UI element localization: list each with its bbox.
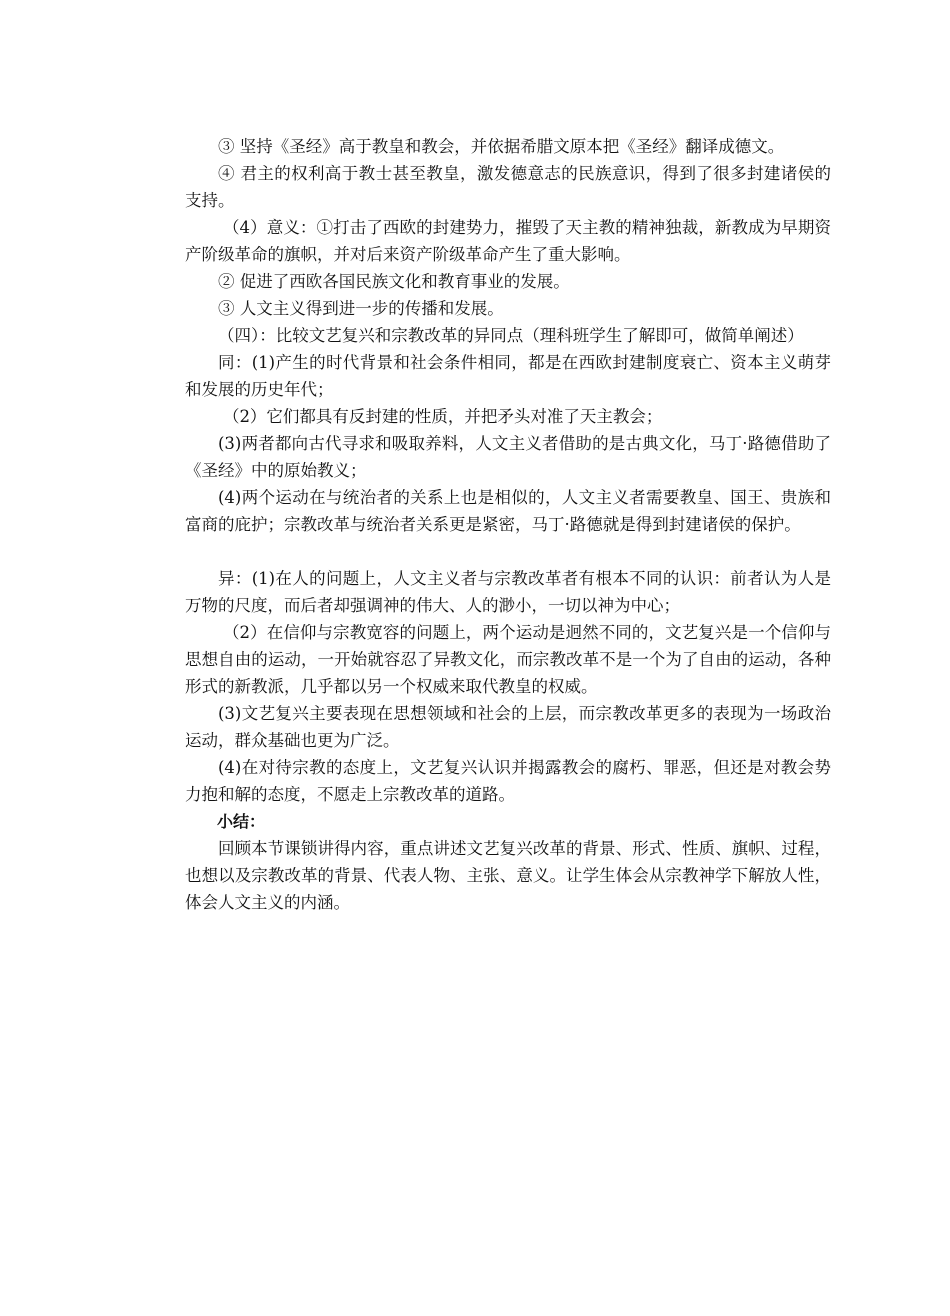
summary-paragraph: 回顾本节课锁讲得内容，重点讲述文艺复兴改革的背景、形式、性质、旗帜、过程，也想以及宗教改革的背景、代表人物、主张、意义。让学生体会从宗教神学下解放人性，体会人文主义的内涵。 [185,839,831,912]
blank-line [185,538,831,565]
paragraph-significance-2: ② 促进了西欧各国民族文化和教育事业的发展。 [218,272,570,291]
paragraph-similarity-1: 同：(1)产生的时代背景和社会条件相同，都是在西欧封建制度衰亡、资本主义萌芽和发展的历史年代； [185,353,831,399]
paragraph-similarity-2: （2）它们都具有反封建的性质，并把矛头对准了天主教会； [222,407,663,426]
paragraph-significance: （4）意义：①打击了西欧的封建势力，摧毁了天主教的精神独裁，新教成为早期资产阶级革命的旗帜，并对后来资产阶级革命产生了重大影响。 [185,218,831,264]
paragraph-difference-3: (3)文艺复兴主要表现在思想领域和社会的上层，而宗教改革更多的表现为一场政治运动，群众基础也更为广泛。 [185,704,831,750]
section-heading-comparison: （四）：比较文艺复兴和宗教改革的异同点（理科班学生了解即可，做简单阐述） [218,326,804,345]
paragraph-point-4-monarch: ④ 君主的权利高于教士甚至教皇，激发德意志的民族意识，得到了很多封建诸侯的支持。 [185,164,831,210]
paragraph-difference-4: (4)在对待宗教的态度上，文艺复兴认识并揭露教会的腐朽、罪恶，但还是对教会势力抱和解的态度，不愿走上宗教改革的道路。 [185,758,831,804]
paragraph-difference-1: 异：(1)在人的问题上，人文主义者与宗教改革者有根本不同的认识：前者认为人是万物的尺度，而后者却强调神的伟大、人的渺小，一切以神为中心； [185,569,831,615]
paragraph-significance-3: ③ 人文主义得到进一步的传播和发展。 [218,299,504,318]
document-body [185,133,831,916]
paragraph-similarity-3: (3)两者都向古代寻求和吸取养料，人文主义者借助的是古典文化，马丁·路德借助了《圣经》中的原始教义； [185,434,831,480]
paragraph-point-3-bible: ③ 坚持《圣经》高于教皇和教会，并依据希腊文原本把《圣经》翻译成德文。 [218,137,785,156]
paragraph-similarity-4: (4)两个运动在与统治者的关系上也是相似的，人文主义者需要教皇、国王、贵族和富商的庇护；宗教改革与统治者关系更是紧密，马丁·路德就是得到封建诸侯的保护。 [185,488,831,534]
paragraph-difference-2: （2）在信仰与宗教宽容的问题上，两个运动是迥然不同的，文艺复兴是一个信仰与思想自由的运动，一开始就容忍了异教文化，而宗教改革不是一个为了自由的运动，各种形式的新教派，几乎都以另一个权威来取代教皇的权威。 [185,623,831,696]
summary-heading: 小结： [217,812,266,831]
